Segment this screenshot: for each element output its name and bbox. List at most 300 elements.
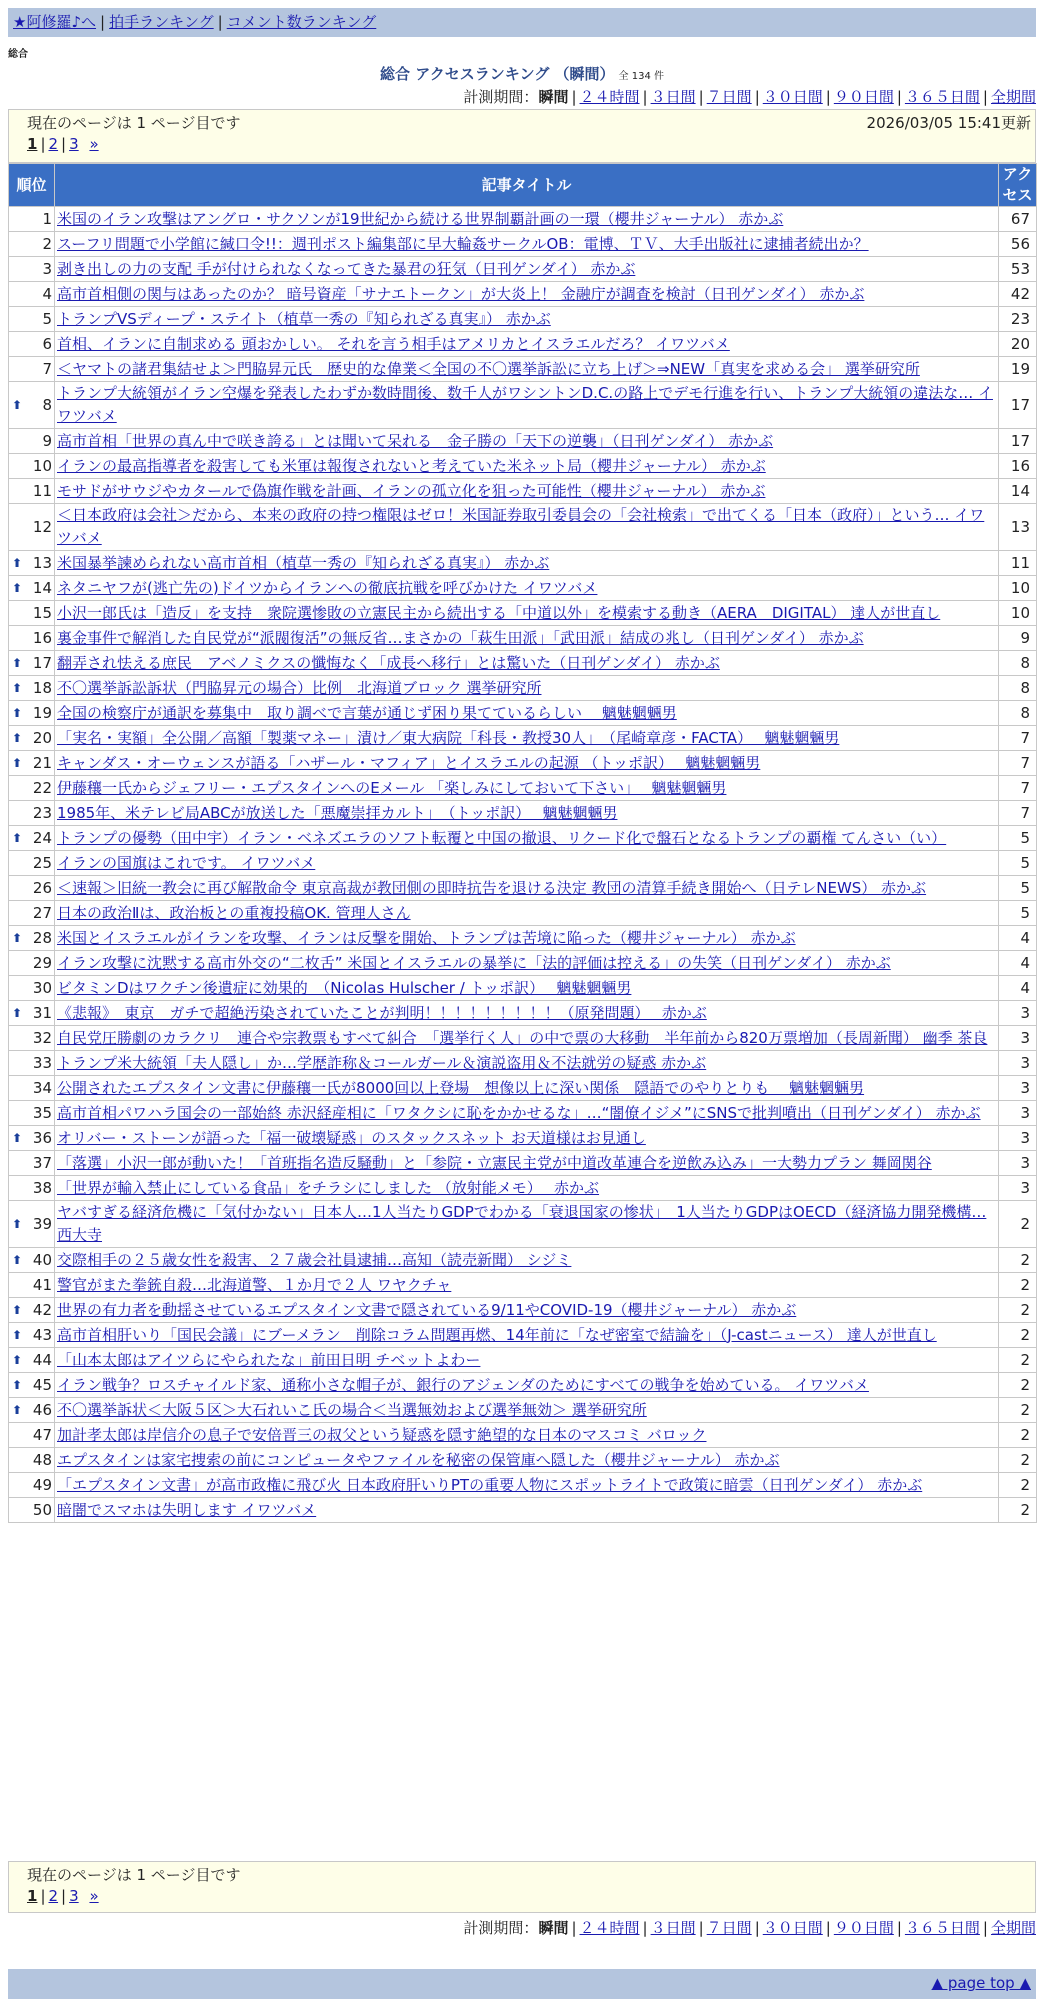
title-cell	[55, 951, 999, 976]
access-count: 7	[999, 801, 1037, 826]
access-count: 3	[999, 1076, 1037, 1101]
rank-number: 31	[32, 1004, 52, 1022]
article-link[interactable]: 「山本太郎はアイツらにやられたな」前田日明 チベットよわー	[57, 1350, 481, 1369]
article-link[interactable]: 不〇選挙訴状＜大阪５区＞大石れいこ氏の場合＜当選無効および選挙無効＞ 選挙研究所	[57, 1400, 647, 1419]
article-link[interactable]: 「エプスタイン文書」が高市政権に飛び火 日本政府肝いりPTの重要人物にスポットライトで政策に暗雲（日刊ゲンダイ） 赤かぶ	[57, 1475, 923, 1494]
title-cell	[55, 1026, 999, 1051]
rank-number: 11	[32, 482, 52, 500]
rank-number: 23	[32, 804, 52, 822]
rank-number: 4	[42, 285, 52, 303]
access-count: 53	[999, 257, 1037, 282]
access-count: 14	[999, 479, 1037, 504]
up-arrow-icon: ⬆	[12, 831, 23, 845]
table-row	[9, 232, 1037, 257]
period-link[interactable]: ９０日間	[833, 88, 894, 106]
period-link[interactable]: ３日間	[650, 1919, 696, 1937]
article-link[interactable]: 暗闇でスマホは失明します イワツバメ	[57, 1500, 317, 1519]
rank-number: 44	[32, 1351, 52, 1369]
rank-cell	[9, 1323, 55, 1348]
rank-number: 18	[32, 679, 52, 697]
rank-cell	[9, 676, 55, 701]
table-row	[9, 332, 1037, 357]
title-cell	[55, 1101, 999, 1126]
page-top-link[interactable]: ▲ page top ▲	[931, 1974, 1031, 1992]
table-row	[9, 701, 1037, 726]
table-row	[9, 1001, 1037, 1026]
period-link[interactable]: ３０日間	[762, 1919, 823, 1937]
period-selector-bottom: 計測期間：瞬間 | ２４時間 | ３日間 | ７日間 | ３０日間 | ９０日間 | ３６５日間 | 全期間	[463, 1919, 1036, 1937]
rank-number: 3	[42, 260, 52, 278]
page-info-bottom	[8, 1861, 1036, 1913]
access-count: 16	[999, 454, 1037, 479]
rank-number: 48	[32, 1451, 52, 1469]
table-header-row	[9, 164, 1037, 207]
table-row	[9, 1248, 1037, 1273]
title-cell	[55, 626, 999, 651]
access-count: 3	[999, 1001, 1037, 1026]
table-row	[9, 1323, 1037, 1348]
rank-cell	[9, 232, 55, 257]
article-link[interactable]: 翻弄され怯える庶民 アベノミクスの懺悔なく「成長へ移行」とは驚いた（日刊ゲンダイ） 赤かぶ	[57, 653, 720, 672]
rank-number: 6	[42, 335, 52, 353]
rank-number: 36	[32, 1129, 52, 1147]
top-nav-bar: ★阿修羅♪へ | 拍手ランキング | コメント数ランキング	[8, 8, 1036, 37]
up-arrow-icon: ⬆	[12, 931, 23, 945]
rank-cell	[9, 1448, 55, 1473]
table-row	[9, 801, 1037, 826]
access-count: 4	[999, 951, 1037, 976]
article-link[interactable]: 全国の検察庁が通訳を募集中 取り調べで言葉が通じず困り果てているらしい 魑魅魍魎男	[57, 703, 677, 722]
period-current: 瞬間	[538, 88, 569, 106]
rank-number: 41	[32, 1276, 52, 1294]
title-column-header: 記事タイトル	[55, 164, 999, 207]
article-link[interactable]: トランプVSディープ・ステイト（植草一秀の『知られざる真実』） 赤かぶ	[57, 309, 551, 328]
title-cell	[55, 876, 999, 901]
rank-number: 28	[32, 929, 52, 947]
rank-cell	[9, 1126, 55, 1151]
table-row	[9, 429, 1037, 454]
title-cell	[55, 357, 999, 382]
rank-cell	[9, 207, 55, 232]
table-row	[9, 479, 1037, 504]
table-row	[9, 826, 1037, 851]
period-link[interactable]: ３６５日間	[904, 88, 980, 106]
title-cell	[55, 1076, 999, 1101]
access-count: 2	[999, 1201, 1037, 1248]
rank-cell	[9, 1001, 55, 1026]
table-row	[9, 551, 1037, 576]
page-info-top	[8, 109, 1036, 163]
access-count: 2	[999, 1373, 1037, 1398]
home-link[interactable]: ★阿修羅♪へ	[13, 13, 97, 31]
title-cell	[55, 751, 999, 776]
article-link[interactable]: 高市首相側の関与はあったのか？ 暗号資産「サナエトークン」が大炎上！ 金融庁が調査を検討（日刊ゲンダイ） 赤かぶ	[57, 284, 865, 303]
article-link[interactable]: ＜ヤマトの諸君集結せよ＞門脇昇元氏 歴史的な偉業＜全国の不〇選挙訴訟に立ち上げ＞⇒NEW「真実を求める会」 選挙研究所	[57, 359, 920, 378]
title-cell	[55, 726, 999, 751]
access-count: 2	[999, 1423, 1037, 1448]
article-link[interactable]: ヤバすぎる経済危機に「気付かない」日本人…1人当たりGDPでわかる「衰退国家の惨状」 1人当たりGDPはOECD（経済協力開発機構… 西大寺	[57, 1203, 987, 1244]
title-cell	[55, 479, 999, 504]
access-count: 2	[999, 1498, 1037, 1523]
article-link[interactable]: キャンダス・オーウェンスが語る「ハザール・マフィア」とイスラエルの起源 （トッポ訳） 魑魅魍魎男	[57, 753, 761, 772]
title-cell	[55, 651, 999, 676]
article-link[interactable]: トランプ米大統領「夫人隠し」か…学歴詐称＆コールガール＆演説盗用＆不法就労の疑惑 赤かぶ	[57, 1053, 707, 1072]
table-row	[9, 1201, 1037, 1248]
article-link[interactable]: 世界の有力者を動揺させているエプスタイン文書で隠されている9/11やCOVID-19（櫻井ジャーナル） 赤かぶ	[57, 1300, 797, 1319]
article-link[interactable]: ネタニヤフが(逃亡先の)ドイツからイランへの徹底抗戦を呼びかけた イワツバメ	[57, 578, 598, 597]
article-link[interactable]: 高市首相パワハラ国会の一部始終 赤沢経産相に「ワタクシに恥をかかせるな」…“闇僚イジメ”にSNSで批判噴出（日刊ゲンダイ） 赤かぶ	[57, 1103, 981, 1122]
table-row	[9, 1026, 1037, 1051]
rank-cell	[9, 551, 55, 576]
title-cell	[55, 1298, 999, 1323]
rank-cell	[9, 1273, 55, 1298]
rank-number: 43	[32, 1326, 52, 1344]
rank-number: 29	[32, 954, 52, 972]
article-link[interactable]: 日本の政治Ⅱは、政治板との重複投稿OK. 管理人さん	[57, 903, 411, 922]
article-link[interactable]: モサドがサウジやカタールで偽旗作戦を計画、イランの孤立化を狙った可能性（櫻井ジャーナル） 赤かぶ	[57, 481, 766, 500]
rank-cell	[9, 1051, 55, 1076]
table-row	[9, 1423, 1037, 1448]
article-link[interactable]: イラン戦争？ロスチャイルド家、通称小さな帽子が、銀行のアジェンダのためにすべての戦争を始めている。 イワツバメ	[57, 1375, 869, 1394]
rank-cell	[9, 876, 55, 901]
rank-number: 24	[32, 829, 52, 847]
title-cell	[55, 676, 999, 701]
article-link[interactable]: 《悲報》 東京 ガチで超絶汚染されていたことが判明！！！！！！！！！（原発問題） 赤かぶ	[57, 1003, 707, 1022]
access-count: 3	[999, 1126, 1037, 1151]
access-count: 2	[999, 1248, 1037, 1273]
rank-cell	[9, 1373, 55, 1398]
article-link[interactable]: 1985年、米テレビ局ABCが放送した「悪魔崇拝カルト」 （トッポ訳） 魑魅魍魎男	[57, 803, 618, 822]
title-cell	[55, 976, 999, 1001]
rank-number: 5	[42, 310, 52, 328]
up-arrow-icon: ⬆	[12, 1303, 23, 1317]
access-count: 10	[999, 601, 1037, 626]
table-row	[9, 926, 1037, 951]
title-cell	[55, 454, 999, 479]
period-link[interactable]: ３０日間	[762, 88, 823, 106]
table-row	[9, 1398, 1037, 1423]
page-link[interactable]: 3	[69, 1887, 79, 1905]
rank-cell	[9, 901, 55, 926]
title-cell	[55, 257, 999, 282]
rank-cell	[9, 1176, 55, 1201]
page-link[interactable]: 2	[48, 135, 59, 153]
rank-cell	[9, 651, 55, 676]
article-link[interactable]: 剥き出しの力の支配 手が付けられなくなってきた暴君の狂気（日刊ゲンダイ） 赤かぶ	[57, 259, 636, 278]
period-link[interactable]: ７日間	[706, 88, 752, 106]
article-link[interactable]: イラン攻撃に沈黙する高市外交の“二枚舌” 米国とイスラエルの暴挙に「法的評価は控える」の失笑（日刊ゲンダイ） 赤かぶ	[57, 953, 891, 972]
rank-cell	[9, 1076, 55, 1101]
rank-number: 19	[32, 704, 52, 722]
title-cell	[55, 1398, 999, 1423]
rank-number: 15	[32, 604, 52, 622]
article-link[interactable]: ＜速報＞旧統一教会に再び解散命令 東京高裁が教団側の即時抗告を退ける決定 教団の清算手続き開始へ（日テレNEWS） 赤かぶ	[57, 878, 927, 897]
article-link[interactable]: 首相、イランに自制求める 頭おかしい。 それを言う相手はアメリカとイスラエルだろ？ イワツバメ	[57, 334, 730, 353]
title-cell	[55, 332, 999, 357]
access-count: 3	[999, 1151, 1037, 1176]
rank-number: 2	[42, 235, 52, 253]
page-current: 1	[27, 135, 38, 153]
up-arrow-icon: ⬆	[12, 1131, 23, 1145]
period-link[interactable]: ７日間	[706, 1919, 752, 1937]
table-row	[9, 876, 1037, 901]
access-count: 13	[999, 504, 1037, 551]
article-link[interactable]: 米国とイスラエルがイランを攻撃、イランは反撃を開始、トランプは苦境に陥った（櫻井ジャーナル） 赤かぶ	[57, 928, 796, 947]
rank-cell	[9, 1298, 55, 1323]
table-row	[9, 1076, 1037, 1101]
rank-cell	[9, 1101, 55, 1126]
article-link[interactable]: 小沢一郎氏は「造反」を支持 衆院選惨敗の立憲民主から続出する「中道以外」を模索する動き（AERA DIGITAL） 達人が世直し	[57, 603, 941, 622]
article-link[interactable]: 自民党圧勝劇のカラクリ 連合や宗教票もすべて糾合 「選挙行く人」の中で票の大移動 半年前から820万票増加（長周新聞） 幽季 茶良	[57, 1028, 988, 1047]
up-arrow-icon: ⬆	[12, 656, 23, 670]
up-arrow-icon: ⬆	[12, 706, 23, 720]
table-row	[9, 1498, 1037, 1523]
rank-cell	[9, 1348, 55, 1373]
table-row	[9, 1298, 1037, 1323]
page-title-text: 総合 アクセスランキング （瞬間）	[380, 65, 615, 83]
rank-cell	[9, 851, 55, 876]
table-row	[9, 626, 1037, 651]
up-arrow-icon: ⬆	[12, 398, 23, 412]
rank-cell	[9, 601, 55, 626]
access-count: 10	[999, 576, 1037, 601]
article-link[interactable]: トランプ大統領がイラン空爆を発表したわずか数時間後、数千人がワシントンD.C.の路上でデモ行進を行い、トランプ大統領の違法な… イワツバメ	[57, 384, 993, 425]
period-link[interactable]: ３日間	[650, 88, 696, 106]
table-row	[9, 751, 1037, 776]
title-cell	[55, 1448, 999, 1473]
title-cell	[55, 1273, 999, 1298]
rank-cell	[9, 976, 55, 1001]
category-label: 総合	[8, 49, 28, 60]
access-count: 2	[999, 1473, 1037, 1498]
up-arrow-icon: ⬆	[12, 1353, 23, 1367]
title-cell	[55, 901, 999, 926]
period-selector-top: 計測期間：瞬間 | ２４時間 | ３日間 | ７日間 | ３０日間 | ９０日間 | ３６５日間 | 全期間	[463, 88, 1036, 106]
rank-number: 30	[32, 979, 52, 997]
comment-ranking-link[interactable]: コメント数ランキング	[226, 13, 377, 31]
rank-number: 35	[32, 1104, 52, 1122]
rank-cell	[9, 776, 55, 801]
period-link[interactable]: ２４時間	[579, 88, 640, 106]
rank-number: 42	[32, 1301, 52, 1319]
table-row	[9, 601, 1037, 626]
rank-number: 32	[32, 1029, 52, 1047]
rank-cell	[9, 1201, 55, 1248]
access-count: 2	[999, 1348, 1037, 1373]
rank-number: 9	[42, 432, 52, 450]
article-link[interactable]: 不〇選挙訴訟訴状（門脇昇元の場合）比例 北海道ブロック 選挙研究所	[57, 678, 542, 697]
page-link[interactable]: »	[89, 135, 99, 153]
title-cell	[55, 232, 999, 257]
page-link[interactable]: 3	[69, 135, 79, 153]
table-row	[9, 1126, 1037, 1151]
table-row	[9, 357, 1037, 382]
title-cell	[55, 1126, 999, 1151]
rank-cell	[9, 626, 55, 651]
title-cell	[55, 1051, 999, 1076]
article-link[interactable]: 高市首相肝いり「国民会議」にブーメラン 削除コラム問題再燃、14年前に「なぜ密室で結論を」（J-castニュース） 達人が世直し	[57, 1325, 937, 1344]
access-count: 5	[999, 901, 1037, 926]
table-row	[9, 776, 1037, 801]
access-count: 3	[999, 1051, 1037, 1076]
rank-number: 34	[32, 1079, 52, 1097]
article-link[interactable]: 伊藤穰一氏からジェフリー・エプスタインへのEメール 「楽しみにしておいて下さい」 魑魅魍魎男	[57, 778, 727, 797]
article-link[interactable]: 裏金事件で解消した自民党が“派閥復活”の無反省…まさかの「萩生田派」「武田派」結成の兆し（日刊ゲンダイ） 赤かぶ	[57, 628, 864, 647]
title-cell	[55, 1201, 999, 1248]
access-count: 5	[999, 851, 1037, 876]
title-cell	[55, 1473, 999, 1498]
up-arrow-icon: ⬆	[12, 1403, 23, 1417]
total-count: 全 134 件	[618, 71, 664, 82]
rank-cell	[9, 1398, 55, 1423]
period-label: 計測期間：	[463, 1919, 539, 1937]
up-arrow-icon: ⬆	[12, 756, 23, 770]
rank-cell	[9, 1498, 55, 1523]
rank-cell	[9, 357, 55, 382]
access-count: 11	[999, 551, 1037, 576]
current-page-text-bottom: 現在のページは 1 ページ目です	[27, 1866, 241, 1884]
table-row	[9, 1176, 1037, 1201]
rank-cell	[9, 282, 55, 307]
table-row	[9, 576, 1037, 601]
article-link[interactable]: ビタミンDはワクチン後遺症に効果的 （Nicolas Hulscher / トッポ訳） 魑魅魍魎男	[57, 978, 632, 997]
rank-number: 25	[32, 854, 52, 872]
rank-number: 7	[42, 360, 52, 378]
title-cell	[55, 1348, 999, 1373]
title-cell	[55, 1248, 999, 1273]
table-row	[9, 1448, 1037, 1473]
access-count: 3	[999, 1026, 1037, 1051]
article-link[interactable]: 高市首相「世界の真ん中で咲き誇る」とは聞いて呆れる 金子勝の「天下の逆襲」（日刊ゲンダイ） 赤かぶ	[57, 431, 774, 450]
article-link[interactable]: トランプの優勢（田中宇）イラン・ベネズエラのソフト転覆と中国の撤退、リクード化で盤石となるトランプの覇権 てんさい（い）	[57, 828, 947, 847]
rank-cell	[9, 726, 55, 751]
access-column-header: アクセス	[999, 164, 1037, 207]
article-link[interactable]: 交際相手の２５歳女性を殺害、２７歳会社員逮捕…高知（読売新聞） シジミ	[57, 1250, 572, 1269]
article-link[interactable]: 加計孝太郎は岸信介の息子で安倍晋三の叔父という疑惑を隠す絶望的な日本のマスコミ バロック	[57, 1425, 707, 1444]
article-link[interactable]: 「世界が輸入禁止にしている食品」をチラシにしました （放射能メモ） 赤かぶ	[57, 1178, 600, 1197]
access-count: 9	[999, 626, 1037, 651]
up-arrow-icon: ⬆	[12, 1006, 23, 1020]
page-current: 1	[27, 1887, 38, 1905]
rank-number: 17	[32, 654, 52, 672]
up-arrow-icon: ⬆	[12, 581, 23, 595]
applause-ranking-link[interactable]: 拍手ランキング	[109, 13, 214, 31]
title-cell	[55, 926, 999, 951]
table-row	[9, 1373, 1037, 1398]
rank-cell	[9, 257, 55, 282]
article-link[interactable]: 警官がまた拳銃自殺…北海道警、１か月で２人 ワヤクチャ	[57, 1275, 452, 1294]
period-link[interactable]: ２４時間	[579, 1919, 640, 1937]
title-cell	[55, 429, 999, 454]
rank-cell	[9, 576, 55, 601]
period-link[interactable]: 全期間	[990, 1919, 1036, 1937]
article-link[interactable]: 米国のイラン攻撃はアングロ・サクソンが19世紀から続ける世界制覇計画の一環（櫻井ジャーナル） 赤かぶ	[57, 209, 784, 228]
access-count: 8	[999, 676, 1037, 701]
access-count: 17	[999, 429, 1037, 454]
page-link[interactable]: »	[89, 1887, 99, 1905]
up-arrow-icon: ⬆	[12, 1328, 23, 1342]
rank-number: 37	[32, 1154, 52, 1172]
title-cell	[55, 1423, 999, 1448]
article-link[interactable]: 「実名・実額」全公開／高額「製薬マネー」漬け／東大病院「科長・教授30人」 （尾崎章彦・FACTA） 魑魅魍魎男	[57, 728, 840, 747]
access-count: 2	[999, 1323, 1037, 1348]
rank-number: 13	[32, 554, 52, 572]
title-cell	[55, 1498, 999, 1523]
article-link[interactable]: オリバー・ストーンが語った「福一破壊疑惑」のスタックスネット お天道様はお見通し	[57, 1128, 646, 1147]
rank-number: 46	[32, 1401, 52, 1419]
rank-cell	[9, 951, 55, 976]
rank-cell	[9, 1026, 55, 1051]
access-count: 2	[999, 1298, 1037, 1323]
title-cell	[55, 551, 999, 576]
table-row	[9, 651, 1037, 676]
access-count: 8	[999, 701, 1037, 726]
page-title	[0, 63, 1044, 84]
rank-number: 50	[32, 1501, 52, 1519]
rank-number: 39	[32, 1215, 52, 1233]
rank-number: 27	[32, 904, 52, 922]
rank-cell	[9, 504, 55, 551]
table-row	[9, 282, 1037, 307]
table-row	[9, 1051, 1037, 1076]
rank-number: 21	[32, 754, 52, 772]
title-cell	[55, 382, 999, 429]
rank-number: 12	[32, 518, 52, 536]
rank-cell	[9, 454, 55, 479]
ranking-table	[8, 163, 1037, 1523]
updated-timestamp: 2026/03/05 15:41更新	[866, 114, 1031, 132]
table-row	[9, 1101, 1037, 1126]
rank-cell	[9, 1473, 55, 1498]
table-row	[9, 504, 1037, 551]
period-link[interactable]: ３６５日間	[904, 1919, 980, 1937]
rank-column-header: 順位	[9, 164, 55, 207]
period-link[interactable]: ９０日間	[833, 1919, 894, 1937]
title-cell	[55, 1323, 999, 1348]
title-cell	[55, 282, 999, 307]
access-count: 17	[999, 382, 1037, 429]
period-link[interactable]: 全期間	[990, 88, 1036, 106]
rank-cell	[9, 332, 55, 357]
rank-cell	[9, 429, 55, 454]
article-link[interactable]: 「落選」小沢一郎が動いた！「首班指名造反騒動」と「参院・立憲民主党が中道改革連合を逆飲み込み」一大勢力プラン 舞岡関谷	[57, 1153, 932, 1172]
up-arrow-icon: ⬆	[12, 681, 23, 695]
article-link[interactable]: ＜日本政府は会社＞だから、本来の政府の持つ権限はゼロ！米国証券取引委員会の「会社検索」で出てくる「日本（政府）」という… イワツバメ	[57, 506, 985, 547]
rank-cell	[9, 1423, 55, 1448]
rank-number: 22	[32, 779, 52, 797]
page-link[interactable]: 2	[48, 1887, 59, 1905]
title-cell	[55, 1001, 999, 1026]
table-row	[9, 382, 1037, 429]
rank-number: 8	[42, 396, 52, 414]
title-cell	[55, 851, 999, 876]
rank-number: 16	[32, 629, 52, 647]
rank-number: 1	[42, 210, 52, 228]
table-row	[9, 454, 1037, 479]
current-page-text: 現在のページは 1 ページ目です	[27, 114, 241, 132]
access-count: 56	[999, 232, 1037, 257]
article-link[interactable]: イランの国旗はこれです。 イワツバメ	[57, 853, 316, 872]
article-link[interactable]: イランの最高指導者を殺害しても米軍は報復されないと考えていた米ネット局（櫻井ジャーナル） 赤かぶ	[57, 456, 766, 475]
table-row	[9, 1348, 1037, 1373]
article-link[interactable]: 公開されたエプスタイン文書に伊藤穰一氏が8000回以上登場 想像以上に深い関係 隠語でのやりとりも 魑魅魍魎男	[57, 1078, 865, 1097]
table-row	[9, 207, 1037, 232]
access-count: 19	[999, 357, 1037, 382]
article-link[interactable]: スーフリ問題で小学館に緘口令!!：週刊ポスト編集部に早大輪姦サークルOB：電博、ＴＶ、大手出版社に逮捕者続出か？	[57, 234, 869, 253]
access-count: 5	[999, 826, 1037, 851]
article-link[interactable]: エプスタインは家宅捜索の前にコンピュータやファイルを秘密の保管庫へ隠した（櫻井ジャーナル） 赤かぶ	[57, 1450, 780, 1469]
article-link[interactable]: 米国暴挙諫められない高市首相（植草一秀の『知られざる真実』） 赤かぶ	[57, 553, 550, 572]
